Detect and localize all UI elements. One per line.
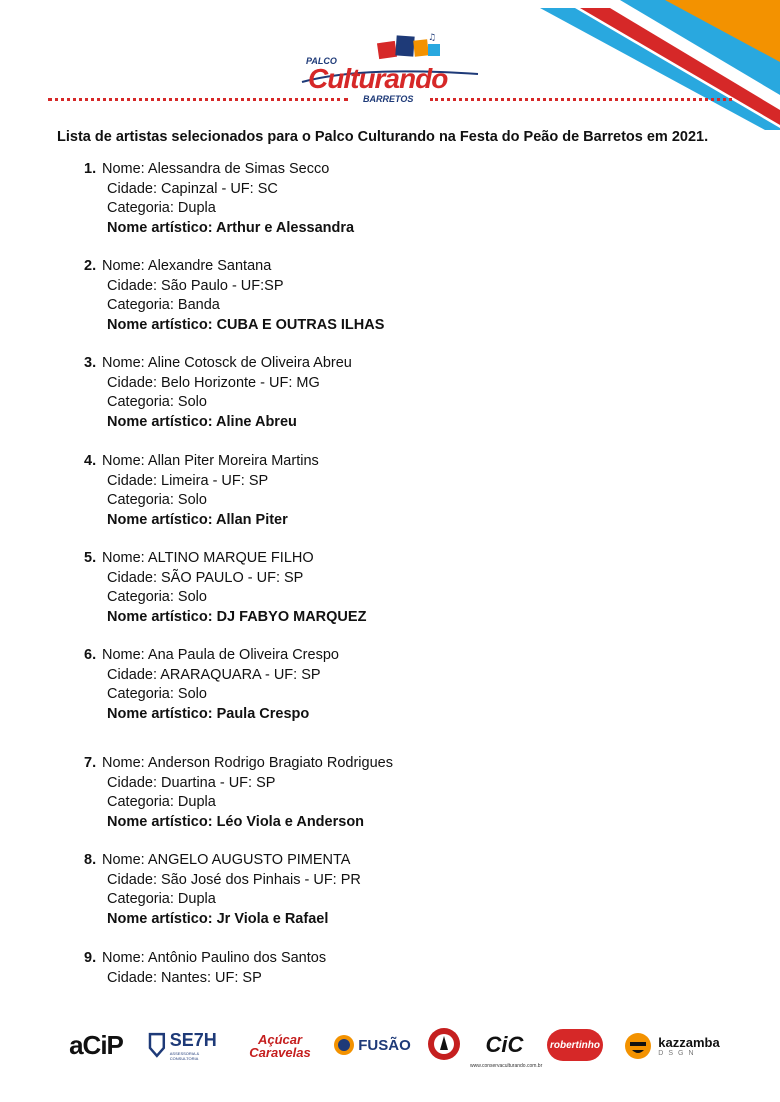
artist-category: Categoria: Solo	[107, 492, 207, 508]
shield-icon	[148, 1032, 166, 1058]
artist-city: Cidade: ARARAQUARA - UF: SP	[107, 666, 321, 683]
artist-category: Categoria: Solo	[107, 589, 207, 605]
header-divider-left	[48, 98, 348, 101]
se7h-text: SE7H	[169, 1029, 217, 1050]
corner-stripes	[540, 0, 780, 130]
item-number: 5.	[84, 550, 97, 566]
artist-stage-name: Nome artístico: Léo Viola e Anderson	[107, 813, 365, 830]
artist-city: Cidade: São José dos Pinhais - UF: PR	[107, 871, 361, 888]
sponsor-footer	[0, 1020, 780, 1080]
kazzamba-face-icon	[624, 1032, 652, 1060]
artist-city: Cidade: São Paulo - UF:SP	[107, 277, 284, 294]
item-number: 3.	[84, 355, 97, 371]
sponsor-cic-logo	[482, 1030, 527, 1060]
list-item	[84, 851, 684, 929]
logo-blocks-icon	[372, 30, 448, 62]
item-number: 8.	[84, 852, 97, 868]
item-number: 2.	[84, 258, 97, 274]
artist-category: Categoria: Banda	[107, 297, 220, 313]
se7h-subtext: ASSESSORIA & CONSULTORIA	[169, 1050, 200, 1061]
item-number: 7.	[84, 755, 97, 771]
page-heading: Lista de artistas selecionados para o Palco Culturando na Festa do Peão de Barretos em 2021.	[57, 129, 709, 145]
list-item	[84, 949, 684, 988]
item-number: 9.	[84, 950, 97, 966]
kazzamba-subtext: DSGN	[658, 1050, 699, 1057]
artist-category: Categoria: Dupla	[107, 794, 216, 810]
sponsor-rodeo-seal	[425, 1026, 463, 1062]
artist-name: Nome: Allan Piter Moreira Martins	[102, 453, 319, 469]
cic-text: CiC	[485, 1032, 524, 1057]
artist-category: Categoria: Dupla	[107, 200, 216, 216]
artist-name: Nome: ALTINO MARQUE FILHO	[102, 550, 314, 566]
artist-name: Nome: Antônio Paulino dos Santos	[102, 950, 327, 966]
artist-city: Cidade: Belo Horizonte - UF: MG	[107, 374, 320, 391]
acucar-line1: Açúcar	[257, 1032, 303, 1047]
artist-name: Nome: ANGELO AUGUSTO PIMENTA	[102, 852, 351, 868]
svg-text:♫: ♫	[428, 33, 437, 43]
logo-small-text: PALCO	[306, 56, 337, 66]
logo-main-text: Culturando	[308, 63, 448, 94]
kazzamba-text: kazzamba	[658, 1035, 720, 1050]
artist-name: Nome: Alexandre Santana	[102, 258, 272, 274]
acip-text: aCiP	[69, 1029, 123, 1060]
artist-city: Cidade: Nantes: UF: SP	[107, 969, 262, 986]
artist-category: Categoria: Solo	[107, 394, 207, 410]
sponsor-se7h-logo	[148, 1030, 228, 1060]
artist-city: Cidade: SÃO PAULO - UF: SP	[107, 569, 304, 586]
artist-category: Categoria: Dupla	[107, 891, 216, 907]
artist-stage-name: Nome artístico: Allan Piter	[107, 511, 288, 528]
list-item	[84, 257, 684, 335]
logo-sub-text: BARRETOS	[363, 94, 414, 104]
item-number: 1.	[84, 161, 97, 177]
list-item	[84, 354, 684, 432]
robertinho-text: robertinho	[550, 1039, 600, 1051]
artist-name: Nome: Aline Cotosck de Oliveira Abreu	[102, 355, 352, 371]
item-number: 4.	[84, 453, 97, 469]
artist-stage-name: Nome artístico: Arthur e Alessandra	[107, 219, 355, 236]
artist-name: Nome: Alessandra de Simas Secco	[102, 161, 330, 177]
sponsor-kazzamba-logo	[620, 1030, 724, 1062]
footer-url: www.conservaculturando.com.br	[470, 1063, 543, 1069]
fusao-emblem-icon	[333, 1033, 355, 1057]
sponsor-acip-logo	[55, 1030, 137, 1060]
artist-stage-name: Nome artístico: Paula Crespo	[107, 705, 310, 722]
list-item	[84, 754, 684, 832]
header-divider-right	[430, 98, 732, 101]
sponsor-fusao-logo	[333, 1030, 411, 1060]
artist-stage-name: Nome artístico: CUBA E OUTRAS ILHAS	[107, 316, 385, 333]
acucar-line2: Caravelas	[249, 1045, 311, 1060]
item-number: 6.	[84, 647, 97, 663]
list-item	[84, 549, 684, 627]
artist-category: Categoria: Solo	[107, 686, 207, 702]
list-item	[84, 646, 684, 724]
artist-stage-name: Nome artístico: DJ FABYO MARQUEZ	[107, 608, 367, 625]
rodeo-seal-icon	[426, 1026, 462, 1062]
sponsor-robertinho-logo	[547, 1029, 603, 1061]
artist-stage-name: Nome artístico: Aline Abreu	[107, 413, 297, 430]
artist-name: Nome: Anderson Rodrigo Bragiato Rodrigues	[102, 755, 393, 771]
sponsor-acucar-caravelas-logo	[240, 1030, 320, 1062]
artist-city: Cidade: Limeira - UF: SP	[107, 472, 269, 489]
artist-stage-name: Nome artístico: Jr Viola e Rafael	[107, 910, 329, 927]
artist-city: Cidade: Capinzal - UF: SC	[107, 180, 278, 197]
artist-city: Cidade: Duartina - UF: SP	[107, 774, 276, 791]
list-item	[84, 452, 684, 530]
list-item	[84, 160, 684, 238]
artist-name: Nome: Ana Paula de Oliveira Crespo	[102, 647, 339, 663]
fusao-text: FUSÃO	[358, 1036, 411, 1054]
